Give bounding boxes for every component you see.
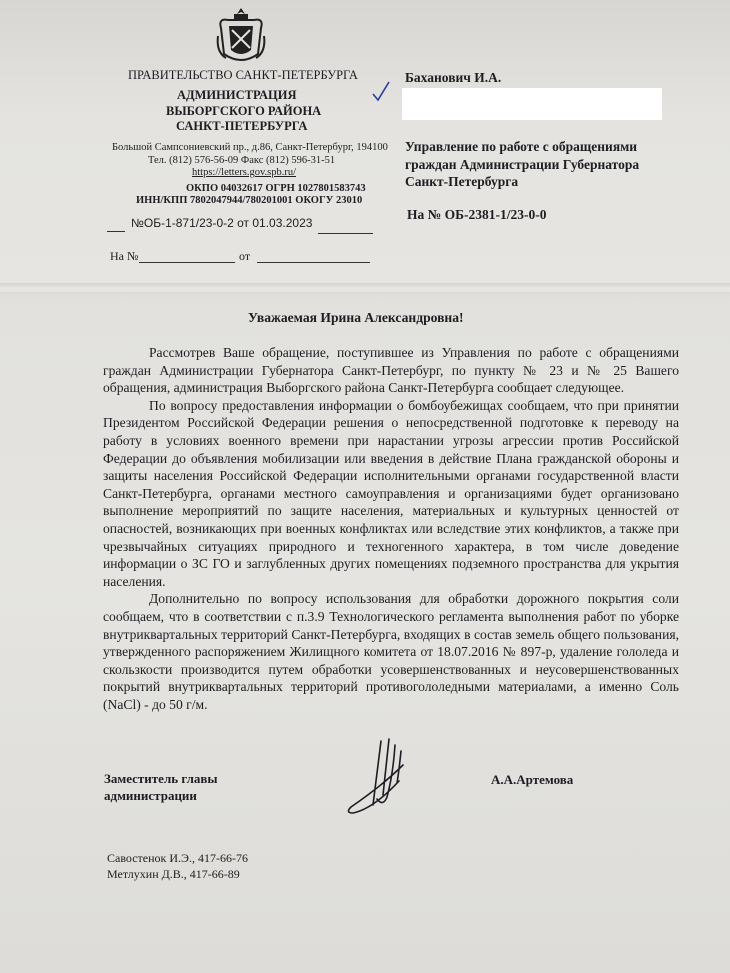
admin-title-line1: АДМИНИСТРАЦИЯ xyxy=(177,88,297,102)
number-underline-right xyxy=(318,233,373,234)
signer-name: А.А.Артемова xyxy=(491,772,574,787)
executor-1: Савостенок И.Э., 417-66-76 xyxy=(107,851,248,865)
reply-number-blank xyxy=(139,262,235,263)
letter-body xyxy=(103,344,679,713)
reply-date-blank xyxy=(257,262,370,263)
paragraph-3: Дополнительно по вопросу использования для обработки дорожного покрытия соли сообщаем, что в соответствии с п.3.9 Технологического регламента выполнения работ по уборке внутриквартальных территорий Санкт-Петербурга, входящих в состав земель общего пользования, утвержденного распоряжением Жилищного комитета от 18.07.2016 № 897-р, удаление гололеда и скользкости производится путем обработки усовершенствованных и неусовершенствованных покрытий внутриквартальных территорий противогололедными материалами, а именно Соль (NaCl) - до 50 г/м. xyxy=(103,591,679,712)
coat-of-arms-icon xyxy=(216,6,266,64)
paper-fold xyxy=(0,283,730,289)
government-title: ПРАВИТЕЛЬСТВО САНКТ-ПЕТЕРБУРГА xyxy=(128,68,358,82)
executor-2: Метлухин Д.В., 417-66-89 xyxy=(107,867,240,881)
handwritten-signature xyxy=(343,735,415,823)
recipient-department: Управление по работе с обращениями граждан Администрации Губернатора Санкт-Петербурга xyxy=(405,139,640,189)
codes-inn-kpp: ИНН/КПП 7802047944/780201001 ОКОГУ 23010 xyxy=(136,195,363,206)
codes-okpo-ogrn: ОКПО 04032617 ОГРН 1027801583743 xyxy=(186,183,366,194)
number-underline-left xyxy=(107,231,125,232)
paragraph-2: По вопросу предоставления информации о бомбоубежищах сообщаем, что при принятии Президентом Российской Федерации решения о непосредственной подготовке к переводу на работу в условиях военного времени при нарастании угрозы агрессии против Российской Федерации до объявления мобилизации или введения в действие Плана гражданской обороны и защиты населения Российской Федерации исполнительными органами государственной власти Санкт-Петербурга, органами местного самоуправления и организациями будет организовано выполнение мероприятий по защите населения, материальных и культурных ценностей от опасностей, возникающих при военных конфликтах или вследствие этих конфликтов, а также при чрезвычайных ситуациях природного и техногенного характера, в том числе доведение информации о ЗС ГО и заглубленных других помещениях подземного пространства для укрытия населения. xyxy=(103,397,679,589)
signer-position-line2: администрации xyxy=(104,788,197,803)
reply-date-label: от xyxy=(239,249,251,263)
phone-fax: Тел. (812) 576-56-09 Факс (812) 596-31-51 xyxy=(148,155,336,166)
redaction-box xyxy=(402,88,662,120)
recipient-name: Баханович И.А. xyxy=(405,70,502,85)
admin-title-line2: ВЫБОРГСКОГО РАЙОНА xyxy=(166,104,322,118)
address: Большой Сампсониевский пр., д.86, Санкт-Петербург, 194100 xyxy=(112,142,388,153)
checkmark-icon xyxy=(370,80,392,104)
admin-title-line3: САНКТ-ПЕТЕРБУРГА xyxy=(176,119,308,133)
paragraph-1: Рассмотрев Ваше обращение, поступившее из Управления по работе с обращениями граждан Администрации Губернатора Санкт-Петербург, по пункту № 23 и № 25 Вашего обращения, администрация Выборгского района Санкт-Петербурга сообщает следующее. xyxy=(103,345,679,396)
signer-position-line1: Заместитель главы xyxy=(104,771,218,786)
salutation: Уважаемая Ирина Александровна! xyxy=(248,310,464,325)
outgoing-number: №ОБ-1-871/23-0-2 от 01.03.2023 xyxy=(131,216,313,230)
reply-number-label: На № xyxy=(110,249,139,263)
website-link[interactable]: https://letters.gov.spb.ru/ xyxy=(192,167,297,178)
reference-number: На № ОБ-2381-1/23-0-0 xyxy=(407,207,547,222)
